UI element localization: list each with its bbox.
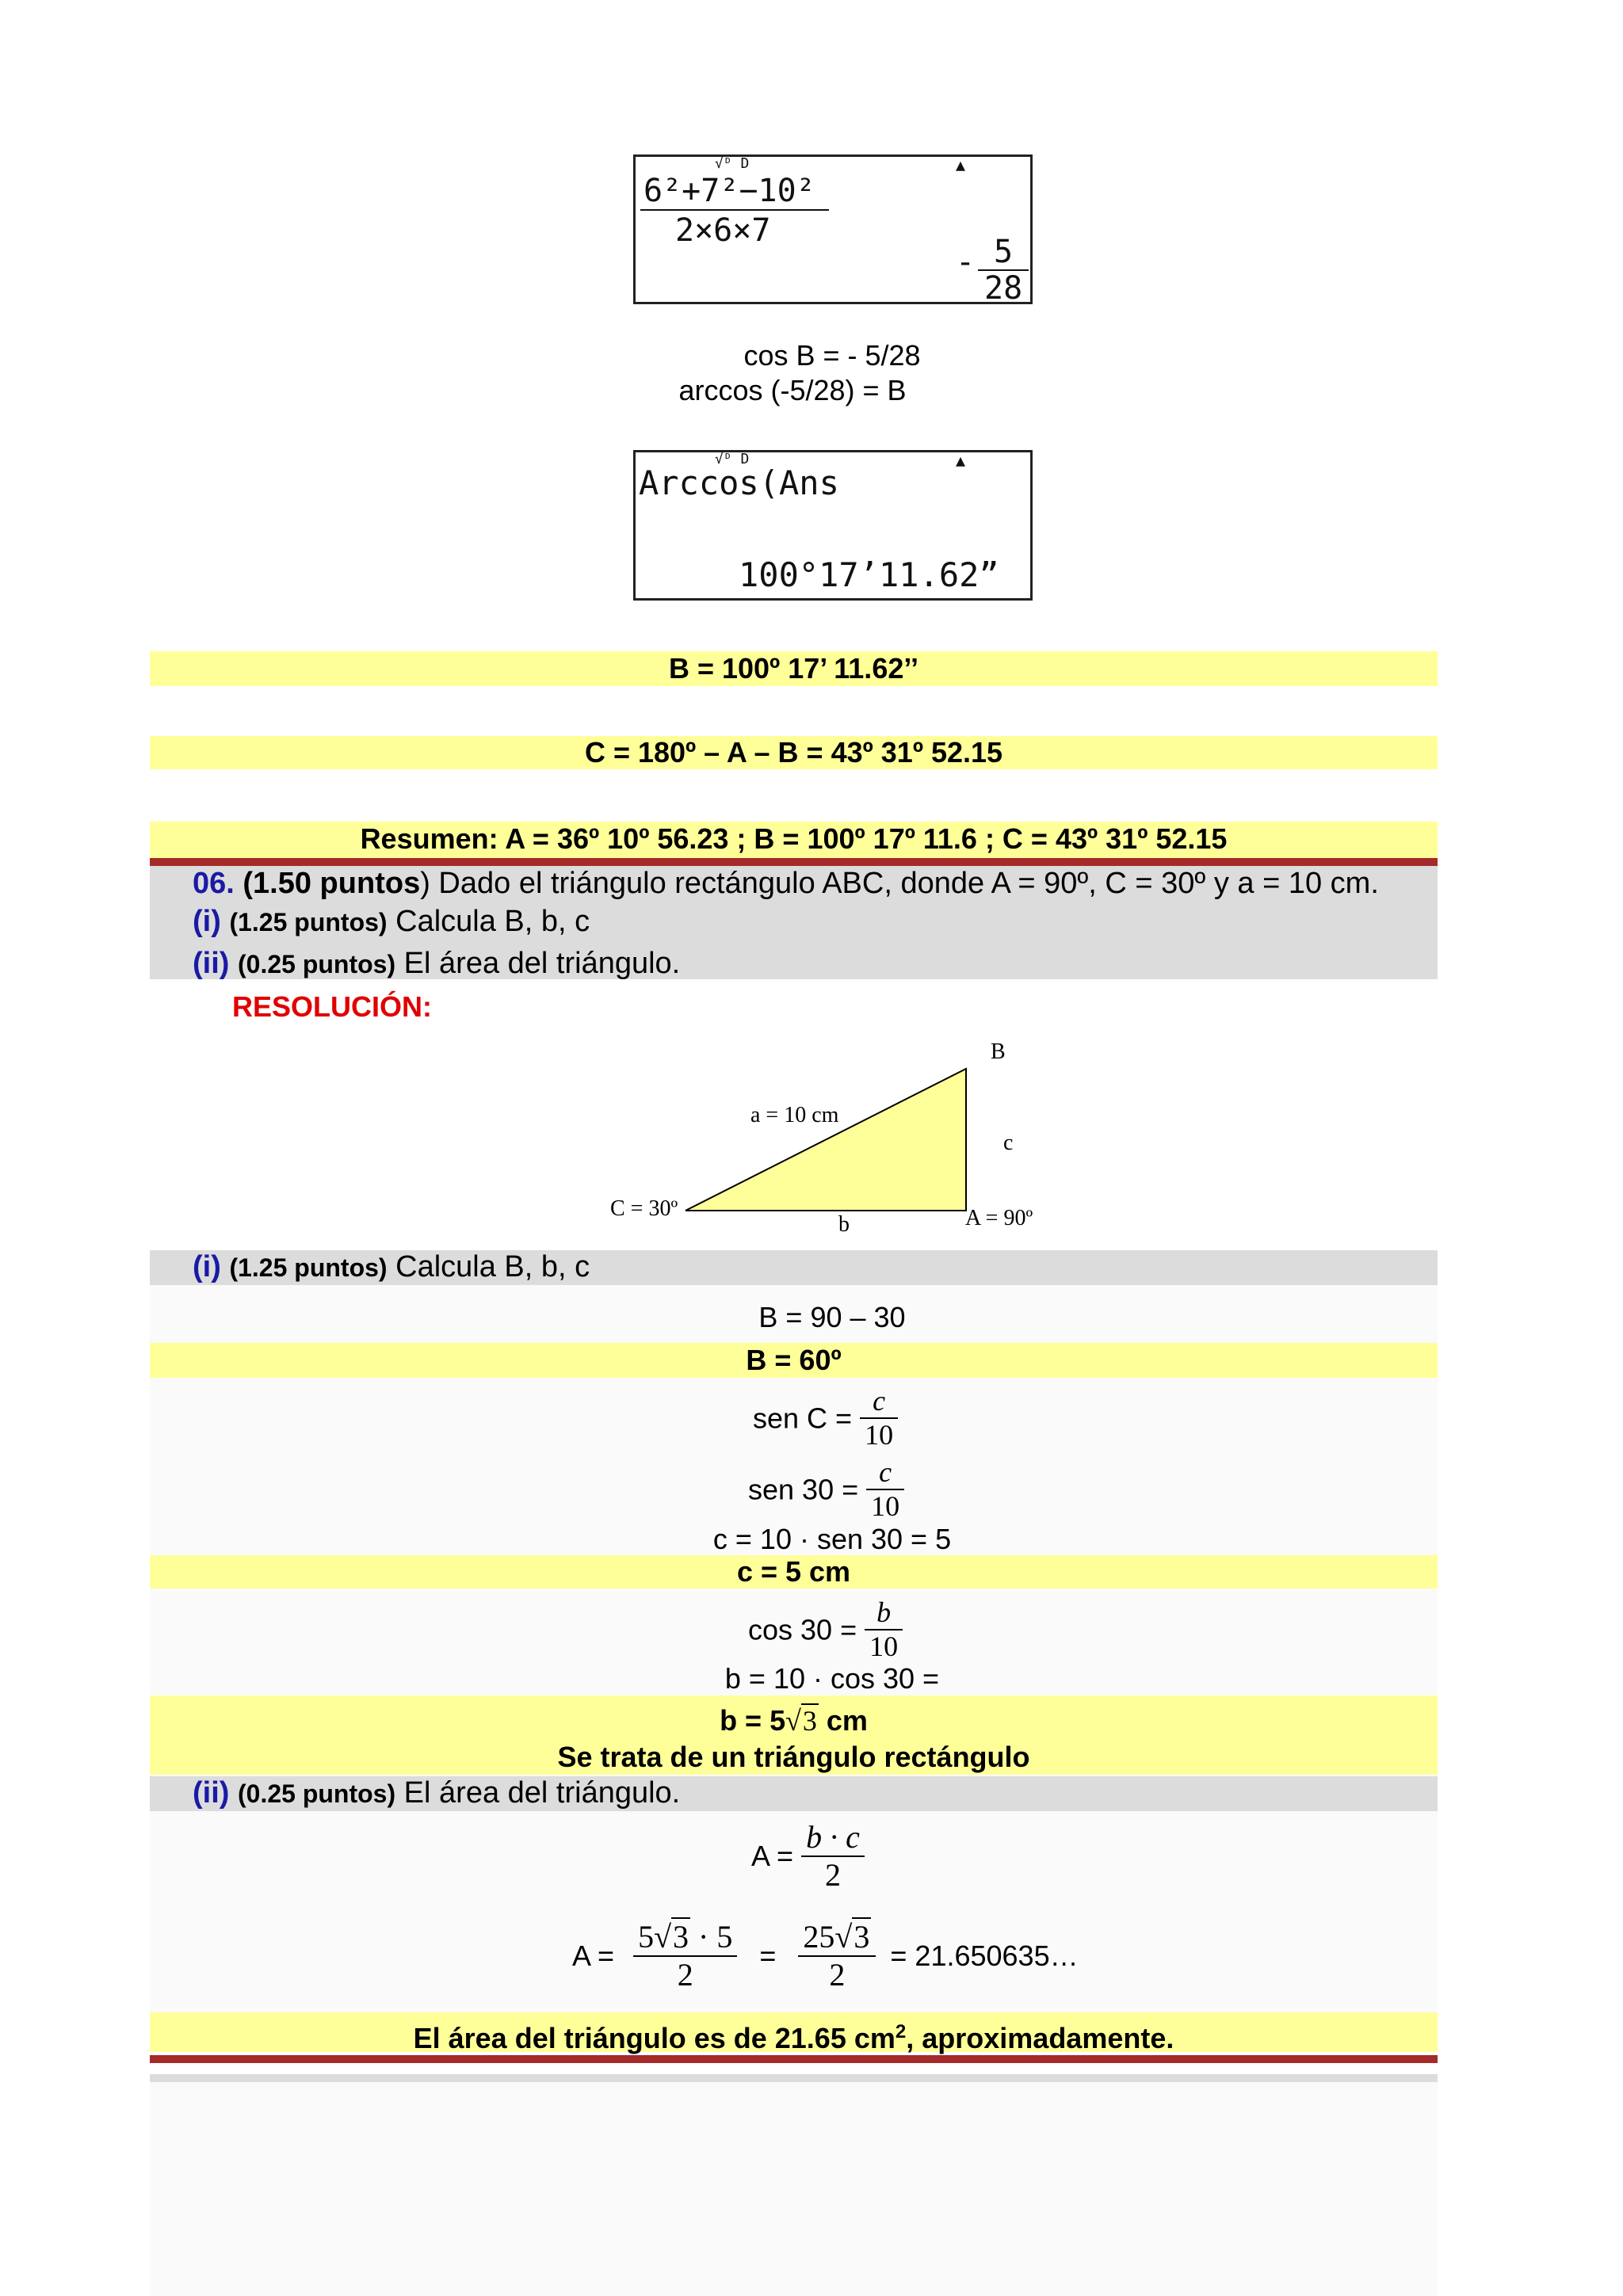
final-post: , aproximadamente. (906, 2022, 1174, 2054)
area-fraction (801, 1819, 865, 1894)
c-result: c = 5 cm (736, 1555, 851, 1588)
part-ii-heading-text: El área del triángulo. (395, 1776, 681, 1810)
bottom-blank-area (150, 2082, 1438, 2296)
part-ii-heading (193, 1776, 680, 1810)
senC-equation (753, 1385, 898, 1452)
calc-status-icons: √ᴰ D (715, 155, 750, 172)
cos30-numerator: b (865, 1596, 903, 1630)
triangle-shape-main (685, 1069, 966, 1211)
area2-lhs: A = (572, 1939, 615, 1972)
area3-denominator: 2 (829, 1957, 846, 1993)
part-i-text: Calcula B, b, c (387, 905, 590, 938)
bottom-grey-strip (150, 2074, 1438, 2082)
part-ii-points: (0.25 puntos) (238, 950, 396, 978)
problem-points: (1.50 puntos (242, 867, 421, 900)
B-result: B = 60º (746, 1344, 842, 1376)
sen30-denominator: 10 (871, 1490, 900, 1523)
calc-result-denominator: 28 (984, 270, 1023, 307)
part-i-heading-text: Calcula B, b, c (387, 1250, 590, 1283)
b-result-radicand: 3 (802, 1705, 817, 1737)
area2-num-post: · 5 (690, 1919, 733, 1955)
calc-result-numerator: 5 (978, 235, 1029, 271)
sqrt-symbol: √3 (654, 1919, 689, 1955)
area2-num-pre: 5 (638, 1919, 655, 1955)
final-pre: El área del triángulo es de 21.65 cm (413, 2022, 896, 2054)
area2-num-radicand: 3 (673, 1919, 689, 1955)
cos30-fraction (865, 1596, 903, 1664)
triangle-label-c: c (1003, 1131, 1014, 1155)
calc-status-icons: √ᴰ D (715, 451, 750, 467)
sen30-numerator: c (866, 1456, 904, 1490)
cos-line-2: arccos (-5/28) = B (678, 374, 907, 406)
area-value: = 21.650635… (890, 1939, 1079, 1972)
area3-fraction (798, 1919, 876, 1993)
area3-num-radicand: 3 (854, 1919, 870, 1955)
area3-numerator (798, 1919, 876, 1957)
part-i-heading (193, 1250, 590, 1284)
scroll-up-arrow-icon: ▲ (956, 155, 966, 174)
summary: Resumen: A = 36º 10º 56.23 ; B = 100º 17º 11.6 ; C = 43º 31º 52.15 (360, 822, 1228, 855)
problem-text: ) Dado el triángulo rectángulo ABC, donde A = 90º, C = 30º y a = 10 cm. (420, 867, 1379, 900)
cos30-lhs: cos 30 = (748, 1613, 857, 1646)
equals-sign: = (759, 1939, 777, 1972)
b-result-pre: b = 5 (720, 1704, 786, 1737)
final-answer (150, 2016, 1438, 2054)
part-i-points: (1.25 puntos) (229, 908, 388, 936)
senC-fraction (860, 1385, 898, 1452)
area-lhs: A = (751, 1840, 794, 1872)
senC-lhs: sen C = (753, 1402, 853, 1435)
senC-numerator: c (860, 1385, 898, 1419)
result-B: B = 100º 17’ 11.62’’ (668, 652, 919, 685)
triangle-label-B: B (991, 1039, 1006, 1064)
result-C: C = 180º – A – B = 43º 31º 52.15 (584, 736, 1003, 769)
part-ii-heading-points: (0.25 puntos) (238, 1779, 396, 1808)
area-denominator: 2 (824, 1857, 841, 1893)
calc-result: 100°17’11.62” (739, 555, 999, 594)
resolucion-heading: RESOLUCIÓN: (232, 990, 432, 1023)
part-ii-label: (ii) (193, 947, 230, 980)
area2-numerator (633, 1919, 737, 1957)
triangle-label-C: C = 30º (610, 1196, 678, 1221)
calc-input: Arccos(Ans (639, 463, 839, 502)
senC-denominator: 10 (865, 1419, 894, 1451)
area-computation (572, 1919, 1079, 1993)
sen30-equation (748, 1456, 904, 1524)
sen30-lhs: sen 30 = (748, 1473, 859, 1506)
triangle-label-b: b (838, 1212, 850, 1237)
area2-fraction (633, 1919, 737, 1993)
final-sup: 2 (895, 2021, 907, 2042)
part-i-heading-label: (i) (193, 1250, 221, 1283)
part-ii-heading-label: (ii) (193, 1776, 230, 1810)
cos30-denominator: 10 (869, 1630, 899, 1663)
area3-num-pre: 25 (803, 1919, 835, 1955)
cos30-equation (748, 1596, 903, 1664)
part-i-heading-points: (1.25 puntos) (229, 1253, 388, 1282)
B-equation: B = 90 – 30 (758, 1301, 906, 1333)
b-result (150, 1705, 1438, 1737)
b-equation: b = 10 · cos 30 = (724, 1662, 940, 1695)
cos-line-1: cos B = - 5/28 (743, 339, 921, 372)
sen30-fraction (866, 1456, 904, 1524)
triangle-label-a: a = 10 cm (750, 1103, 839, 1127)
calc-result-sign: - (956, 244, 976, 280)
scroll-up-arrow-icon: ▲ (956, 451, 966, 470)
sqrt-symbol: √3 (834, 1919, 870, 1955)
c-equation: c = 10 · sen 30 = 5 (712, 1523, 952, 1555)
bottom-divider-line (150, 2055, 1438, 2063)
sqrt-symbol: √3 (785, 1705, 817, 1737)
area2-denominator: 2 (677, 1957, 693, 1993)
calc-numerator: 6²+7²−10² (640, 173, 829, 211)
calc-denominator: 2×6×7 (675, 212, 771, 249)
b-result-post: cm (818, 1704, 868, 1737)
part-i-label: (i) (193, 905, 221, 938)
area-formula (751, 1819, 865, 1894)
triangle-label-A: A = 90º (965, 1206, 1033, 1230)
conclusion: Se trata de un triángulo rectángulo (557, 1741, 1030, 1773)
part-ii-text: El área del triángulo. (395, 947, 681, 980)
area-numerator: b · c (801, 1819, 865, 1857)
problem-number: 06. (193, 867, 235, 900)
